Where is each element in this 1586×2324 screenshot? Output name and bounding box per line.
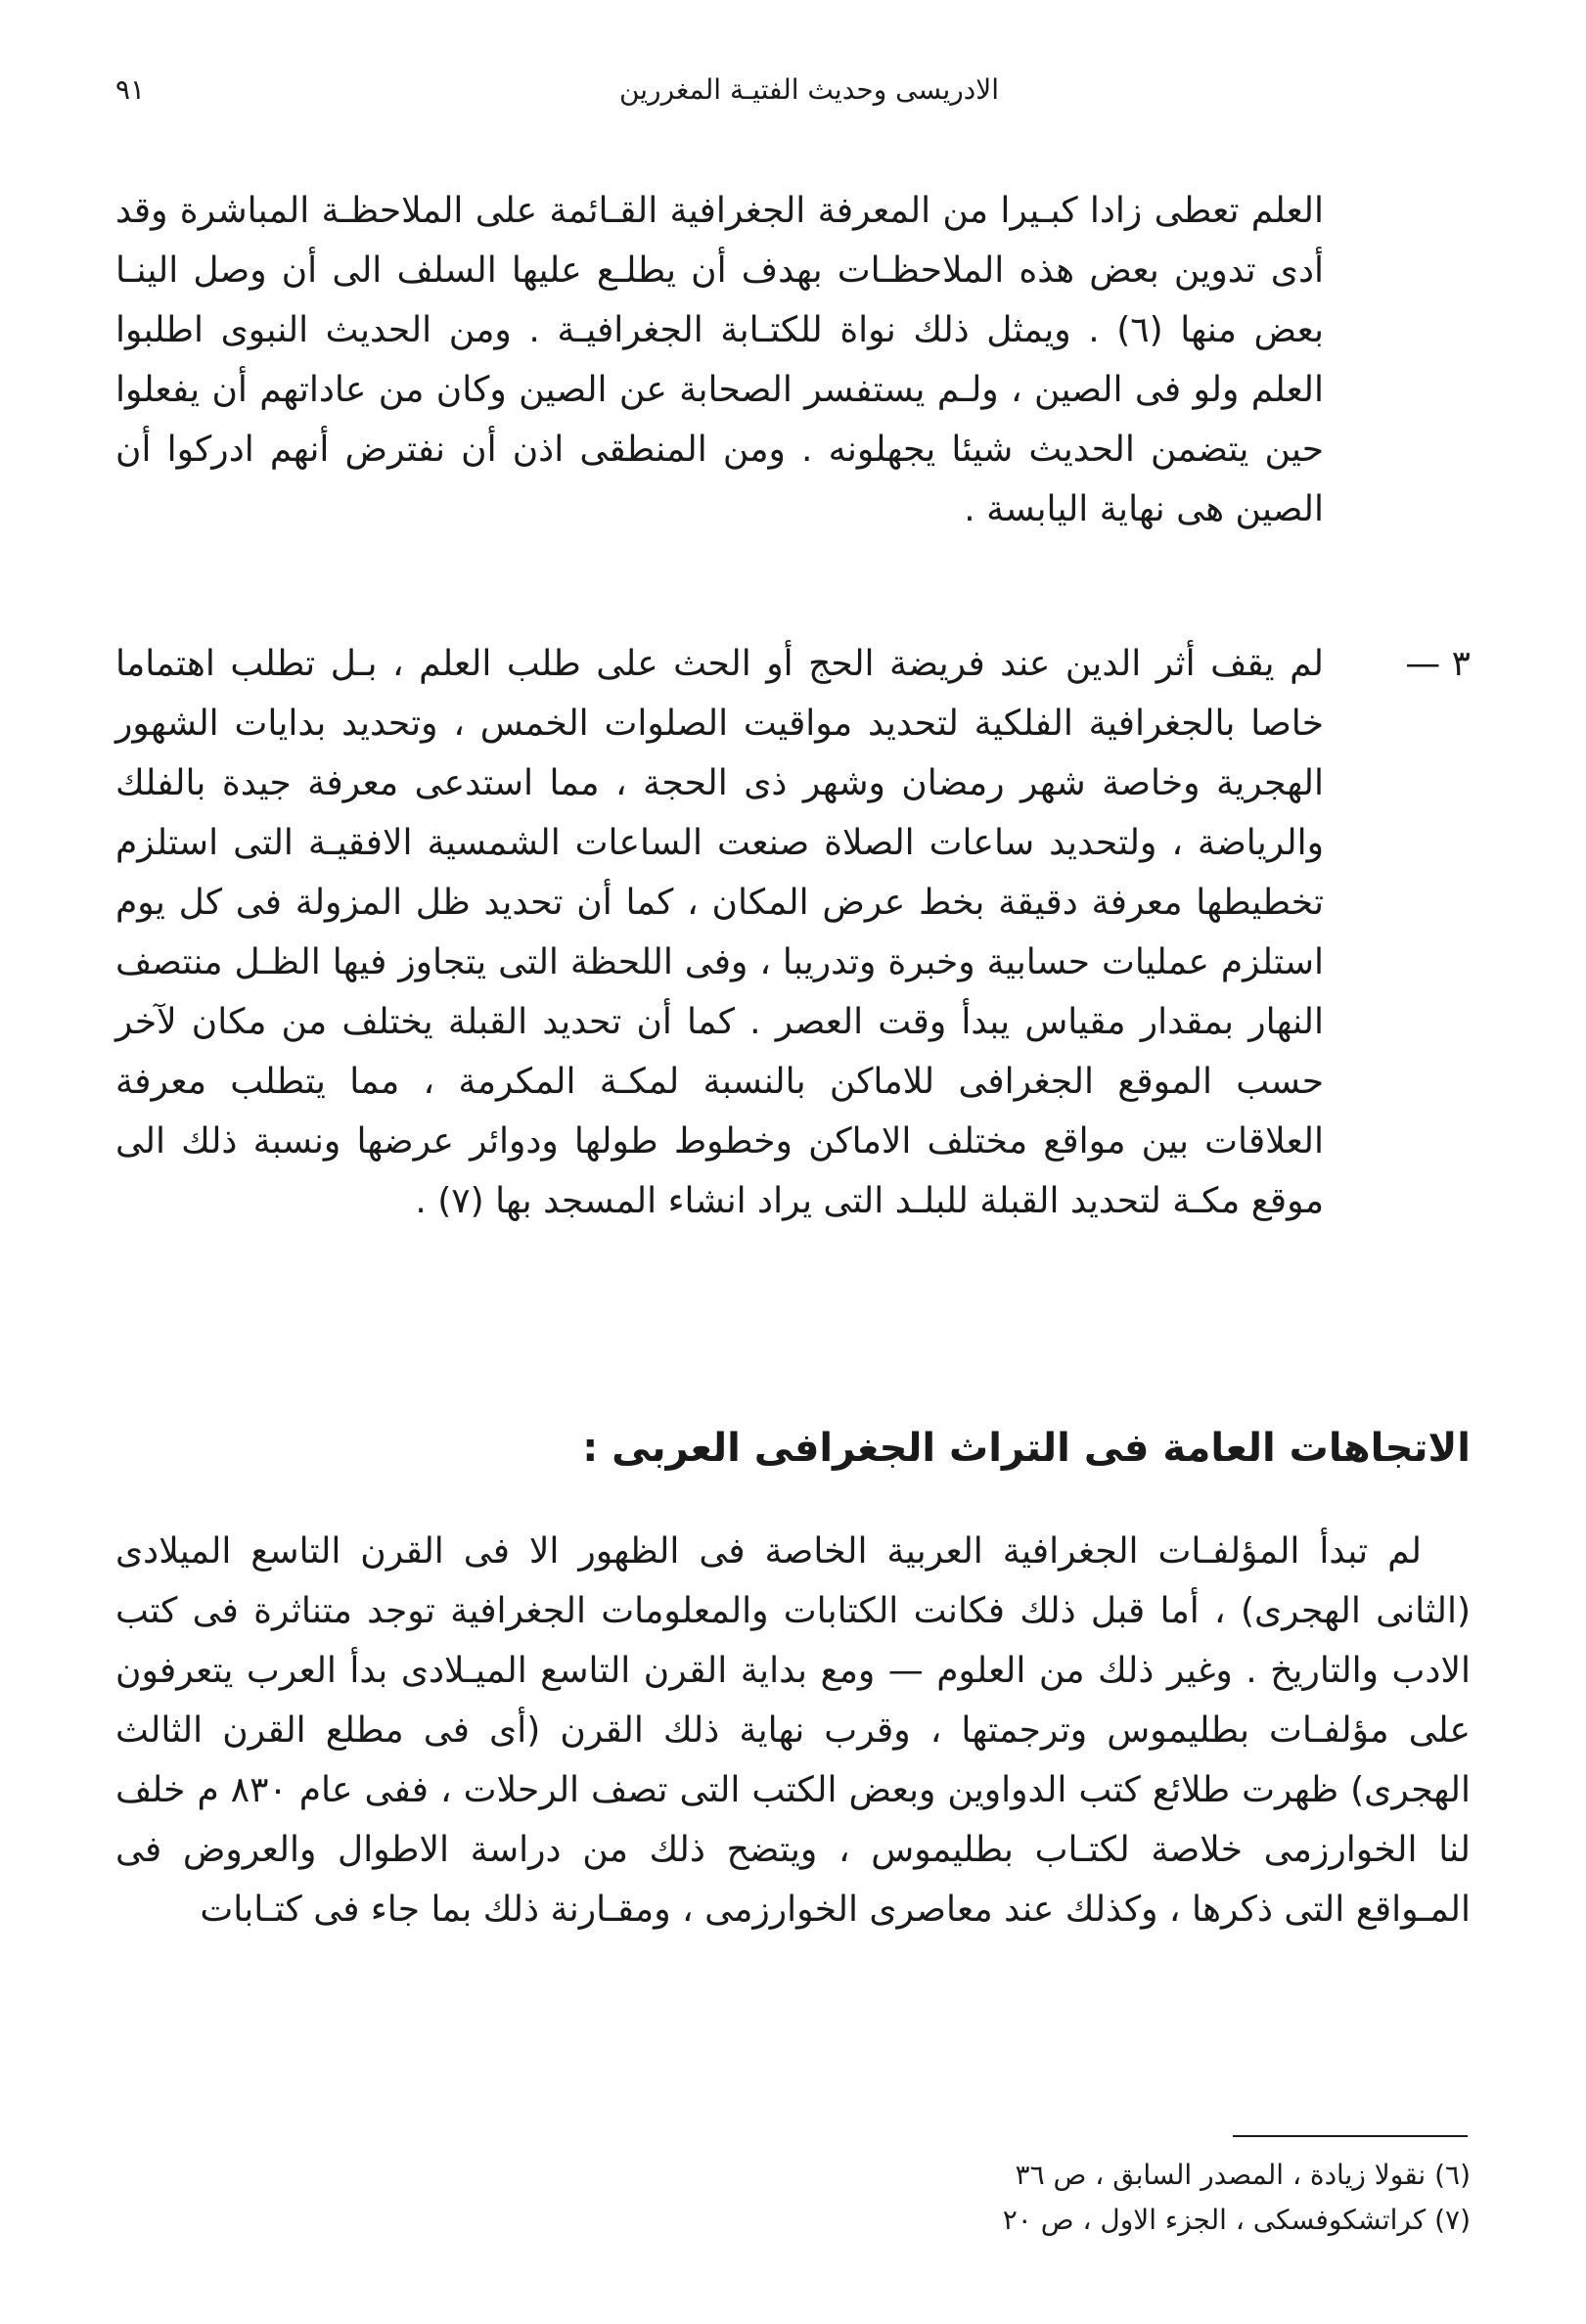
paragraph-2	[115, 1522, 1471, 1939]
footnotes	[786, 2153, 1471, 2243]
paragraph-1-text: العلم تعطى زادا كبـيرا من المعرفة الجغرافية القـائمة على الملاحظـة المباشرة وقد أدى تدوين بعض هذه الملاحظـات بهدف أن يطلـع عليها السلف الى أن وصل الينـا بعض منها (٦) . ويمثل ذلك نواة للكتـابة الجغرافيـة . ومن الحديث النبوى اطلبوا العلم ولو فى الصين ، ولـم يستفسر الصحابة عن الصين وكان من عاداتهم أن يفعلوا حين يتضمن الحديث شيئا يجهلونه . ومن المنطقى اذن أن نفترض أنهم ادركوا أن الصين هى نهاية اليابسة .	[115, 191, 1324, 529]
item-3-text: لم يقف أثر الدين عند فريضة الحج أو الحث على طلب العلم ، بـل تطلب اهتماما خاصا بالجغرافية الفلكية لتحديد مواقيت الصلوات الخمس ، وتحديد بدايات الشهور الهجرية وخاصة شهر رمضان وشهر ذى الحجة ، مما استدعى معرفة جيدة بالفلك والرياضة ، ولتحديد ساعات الصلاة صنعت الساعات الشمسية الافقيـة التى استلزم تخطيطها معرفة دقيقة بخط عرض المكان ، كما أن تحديد ظل المزولة فى كل يوم استلزم عمليات حسابية وخبرة وتدريبا ، وفى اللحظة التى يتجاوز فيها الظـل منتصف النهار بمقدار مقياس يبدأ وقت العصر . كما أن تحديد القبلة يختلف من مكان لآخر حسب الموقع الجغرافى للاماكن بالنسبة لمكـة المكرمة ، مما يتطلب معرفة العلاقات بين مواقع مختلف الاماكن وخطوط طولها ودوائر عرضها ونسبة ذلك الى موقع مكـة لتحديد القبلة للبلـد التى يراد انشاء المسجد بها (٧) .	[115, 644, 1324, 1221]
footnote-7: (٧) كراتشكوفسكى ، الجزء الاول ، ص ٢٠	[1002, 2204, 1471, 2236]
footnote-6: (٦) نقولا زيادة ، المصدر السابق ، ص ٣٦	[1015, 2159, 1471, 2191]
paragraph-1	[115, 181, 1324, 539]
page-header	[115, 73, 999, 122]
item-3-marker: ٣ —	[1405, 644, 1471, 684]
item-3-body	[115, 634, 1324, 1231]
footnote-divider	[1233, 2135, 1468, 2137]
section-heading: الاتجاهات العامة فى التراث الجغرافى العربى :	[582, 1426, 1471, 1471]
running-title: الادريسى وحديث الفتيـة المغررين	[618, 73, 999, 106]
paragraph-2-text: لم تبدأ المؤلفـات الجغرافية العربية الخاصة فى الظهور الا فى القرن التاسع الميلادى (الثانى الهجرى) ، أما قبل ذلك فكانت الكتابات والمعلومات الجغرافية توجد متناثرة فى كتب الادب والتاريخ . وغير ذلك من العلوم — ومع بداية القرن التاسع الميـلادى بدأ العرب يتعرفون على مؤلفـات بطليموس وترجمتها ، وقرب نهاية ذلك القرن (أى فى مطلع القرن الثالث الهجرى) ظهرت طلائع كتب الدواوين وبعض الكتب التى تصف الرحلات ، ففى عام ٨٣٠ م خلف لنا الخوارزمى خلاصة لكتـاب بطليموس ، ويتضح ذلك من دراسة الاطوال والعروض فى المـواقع التى ذكرها ، وكذلك عند معاصرى الخوارزمى ، ومقـارنة ذلك بما جاء فى كتـابات	[115, 1531, 1471, 1930]
page-number: ٩١	[115, 73, 146, 106]
